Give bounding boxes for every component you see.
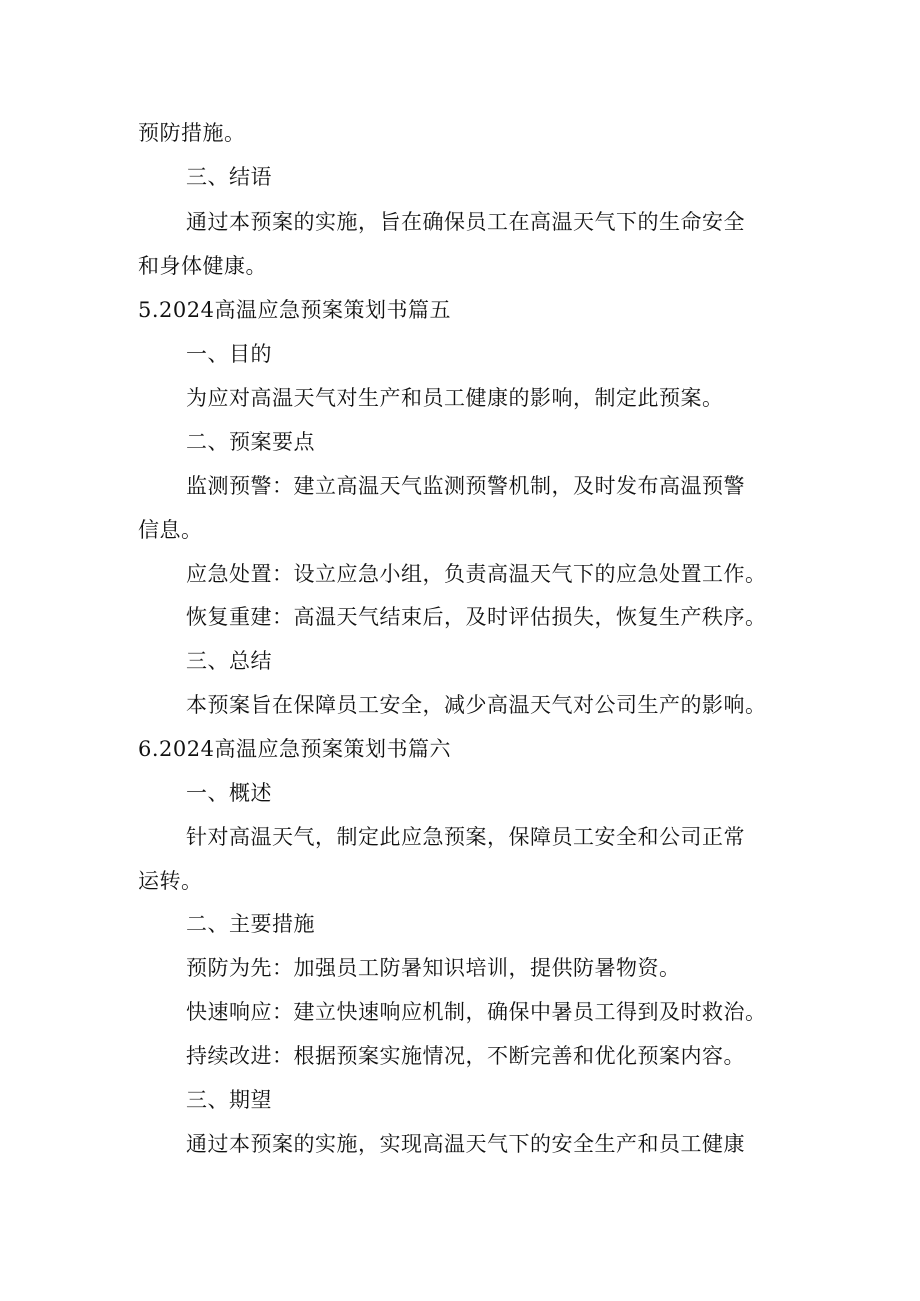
text-line: 预防措施。	[138, 121, 246, 145]
section-heading: 一、概述	[186, 781, 272, 805]
chapter-heading: 5.2024高温应急预案策划书篇五	[138, 298, 451, 322]
text-line: 快速响应：建立快速响应机制，确保中暑员工得到及时救治。	[186, 1000, 767, 1024]
section-heading: 三、结语	[186, 165, 272, 189]
text-line: 通过本预案的实施，实现高温天气下的安全生产和员工健康	[186, 1132, 745, 1156]
section-heading: 三、总结	[186, 649, 272, 673]
text-line: 本预案旨在保障员工安全，减少高温天气对公司生产的影响。	[186, 693, 767, 717]
text-line: 为应对高温天气对生产和员工健康的影响，制定此预案。	[186, 386, 724, 410]
section-heading: 二、预案要点	[186, 430, 315, 454]
text-line: 恢复重建：高温天气结束后，及时评估损失，恢复生产秩序。	[186, 605, 767, 629]
text-line: 运转。	[138, 869, 203, 893]
text-line: 应急处置：设立应急小组，负责高温天气下的应急处置工作。	[186, 562, 767, 586]
text-line: 通过本预案的实施，旨在确保员工在高温天气下的生命安全	[186, 210, 745, 234]
text-line: 监测预警：建立高温天气监测预警机制，及时发布高温预警	[186, 474, 745, 498]
section-heading: 三、期望	[186, 1088, 272, 1112]
text-line: 和身体健康。	[138, 254, 267, 278]
text-line: 针对高温天气，制定此应急预案，保障员工安全和公司正常	[186, 825, 745, 849]
text-line: 预防为先：加强员工防暑知识培训，提供防暑物资。	[186, 956, 681, 980]
section-heading: 二、主要措施	[186, 912, 315, 936]
text-line: 信息。	[138, 518, 203, 542]
chapter-heading: 6.2024高温应急预案策划书篇六	[138, 737, 451, 761]
text-line: 持续改进：根据预案实施情况，不断完善和优化预案内容。	[186, 1044, 745, 1068]
section-heading: 一、目的	[186, 342, 272, 366]
